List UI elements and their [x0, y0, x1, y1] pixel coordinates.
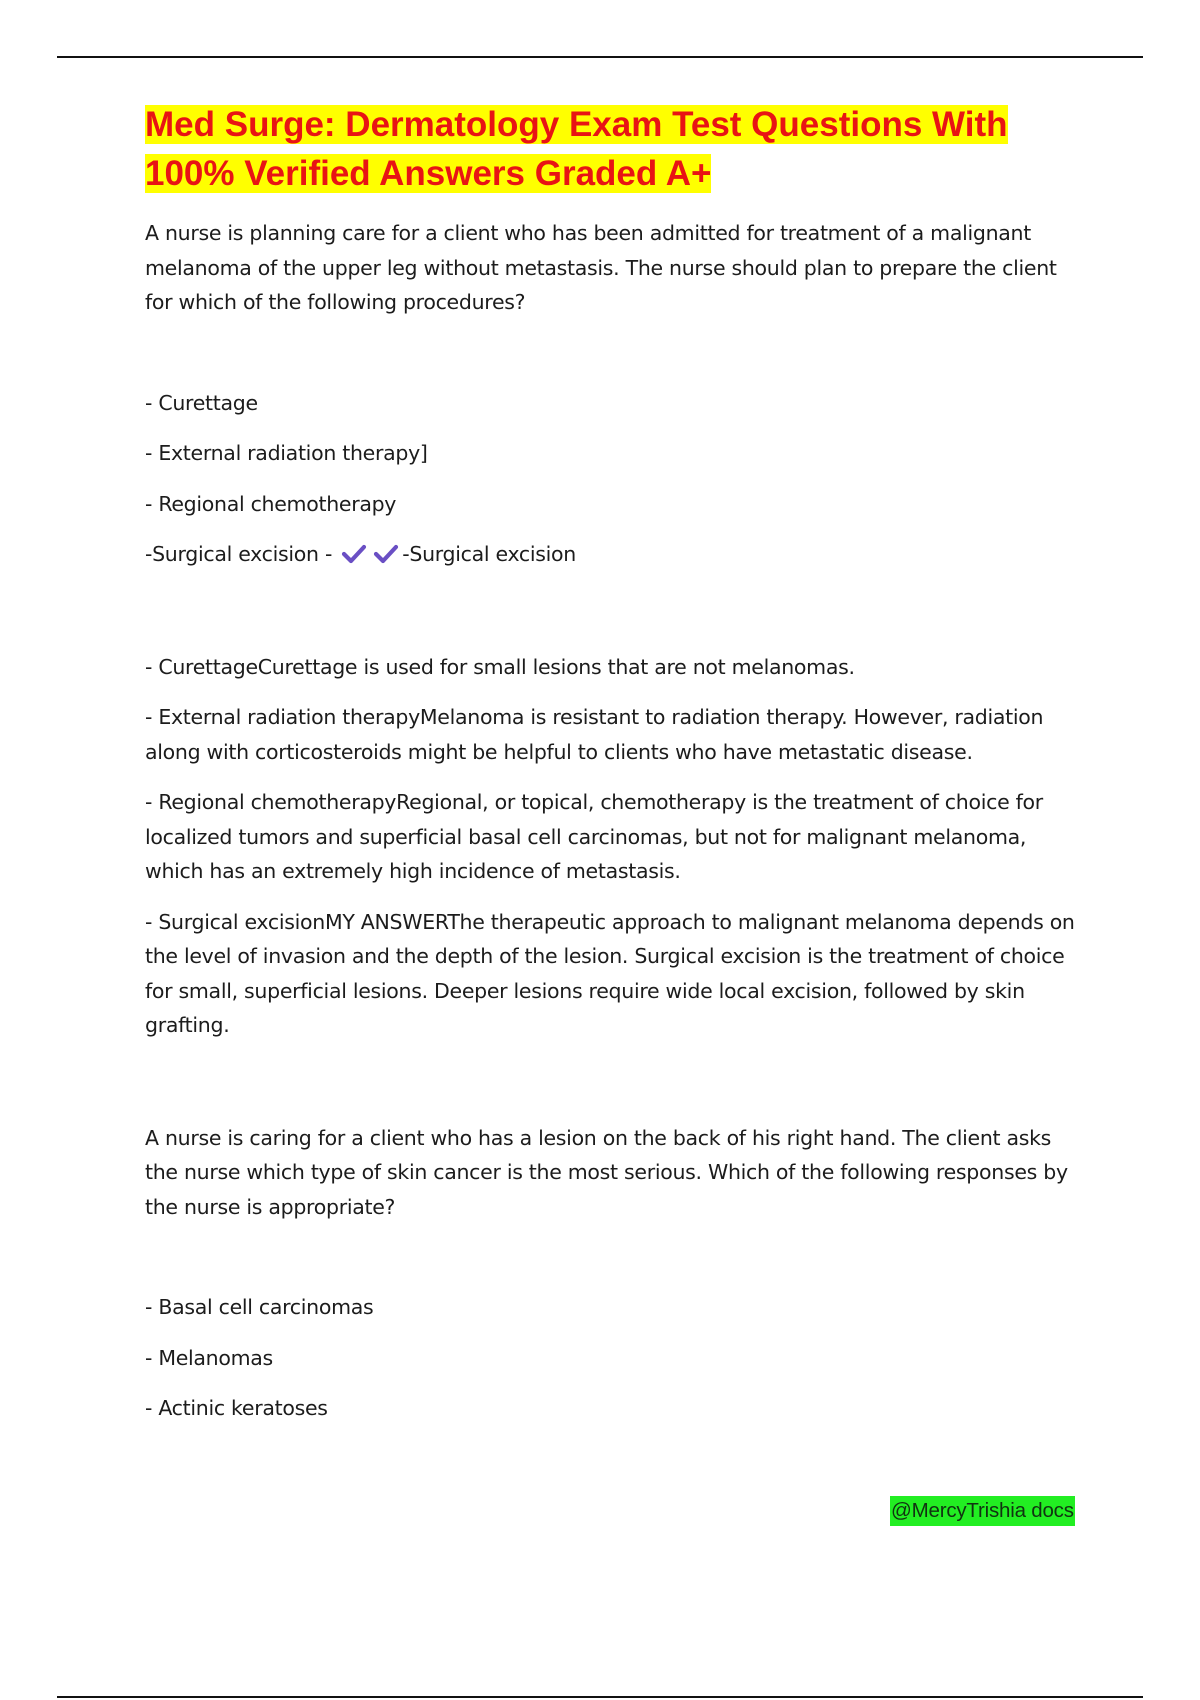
q1-option-curettage: - Curettage — [145, 390, 258, 415]
q2-option-melanomas: - Melanomas — [145, 1345, 273, 1370]
q1-option-chemotherapy: - Regional chemotherapy — [145, 491, 397, 516]
question-2-stem: A nurse is caring for a client who has a lesion on the back of his right hand. The client asks the nurse which type of skin cancer is the most serious. Which of the following responses by the nurse is appropriate? — [145, 1125, 1068, 1219]
q1-option-radiation: - External radiation therapy] — [145, 441, 428, 465]
checkmark-icon — [341, 543, 367, 565]
top-rule — [57, 56, 1143, 58]
q1-answer-line — [145, 537, 1090, 572]
q2-option-basal-cell: - Basal cell carcinomas — [145, 1295, 374, 1319]
document-body — [145, 100, 1090, 1442]
question-1-stem: A nurse is planning care for a client who has been admitted for treatment of a malignant melanoma of the upper leg without metastasis. The nurse should plan to prepare the client for which of the following procedures? — [145, 221, 1057, 314]
q1-explanation-radiation: - External radiation therapyMelanoma is resistant to radiation therapy. However, radiation along with corticosteroids might be helpful to clients who have metastatic disease. — [145, 705, 1044, 764]
answer-prefix: -Surgical excision - — [145, 542, 333, 566]
answer-suffix: -Surgical excision — [402, 542, 576, 566]
watermark-badge: @MercyTrishia docs — [890, 1496, 1075, 1526]
q1-explanation-curettage: - CurettageCurettage is used for small lesions that are not melanomas. — [145, 654, 855, 679]
q1-explanation-surgical-excision: - Surgical excisionMY ANSWERThe therapeutic approach to malignant melanoma depends on the level of invasion and the depth of the lesion. Surgical excision is the treatment of choice for small, superficial lesions. Deeper lesions require wide local excision, followed by skin grafting. — [145, 909, 1075, 1037]
checkmark-icon — [373, 543, 399, 565]
document-title: Med Surge: Dermatology Exam Test Questions With 100% Verified Answers Graded A+ — [145, 105, 1008, 193]
q2-option-actinic-keratoses: - Actinic keratoses — [145, 1396, 328, 1420]
bottom-rule — [57, 1696, 1143, 1698]
q1-explanation-chemotherapy: - Regional chemotherapyRegional, or topical, chemotherapy is the treatment of choice for localized tumors and superficial basal cell carcinomas, but not for malignant melanoma, which has an extremely high incidence of metastasis. — [145, 790, 1043, 883]
